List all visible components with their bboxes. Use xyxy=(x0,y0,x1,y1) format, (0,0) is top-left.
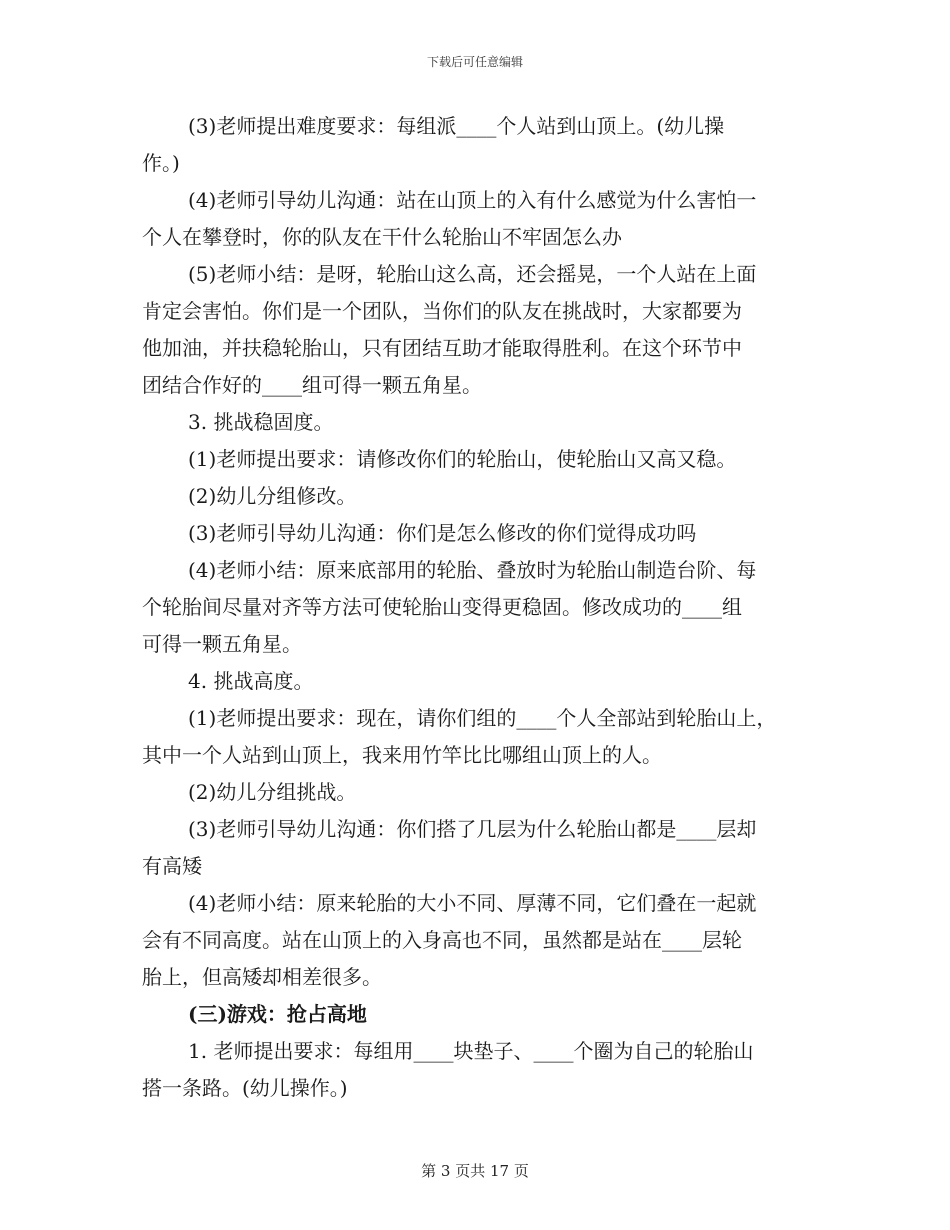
paragraph-line: (3)老师引导幼儿沟通：你们搭了几层为什么轮胎山都是____层却 xyxy=(188,817,757,841)
paragraph-line: 肯定会害怕。你们是一个团队，当你们的队友在挑战时，大家都要为 xyxy=(142,299,742,323)
paragraph-line: (5)老师小结：是呀，轮胎山这么高，还会摇晃，一个人站在上面 xyxy=(188,262,757,286)
paragraph-line: 个轮胎间尽量对齐等方法可使轮胎山变得更稳固。修改成功的____组 xyxy=(142,595,742,619)
paragraph-line: (3)老师提出难度要求：每组派____个人站到山顶上。(幼儿操 xyxy=(188,114,725,138)
paragraph-line: (2)幼儿分组挑战。 xyxy=(188,780,357,804)
paragraph-line: (4)老师小结：原来底部用的轮胎、叠放时为轮胎山制造台阶、每 xyxy=(188,558,757,582)
paragraph-line: (1)老师提出要求：现在，请你们组的____个人全部站到轮胎山上， xyxy=(188,706,777,730)
paragraph-line: 1. 老师提出要求：每组用____块垫子、____个圈为自己的轮胎山 xyxy=(188,1039,754,1063)
paragraph-line: 可得一颗五角星。 xyxy=(142,632,302,656)
paragraph-line: (4)老师引导幼儿沟通：站在山顶上的入有什么感觉为什么害怕一 xyxy=(188,188,757,212)
paragraph-line: 个人在攀登时，你的队友在干什么轮胎山不牢固怎么办 xyxy=(142,225,622,249)
paragraph-line: (2)幼儿分组修改。 xyxy=(188,484,357,508)
paragraph-line: (3)老师引导幼儿沟通：你们是怎么修改的你们觉得成功吗 xyxy=(188,521,697,545)
paragraph-line: 团结合作好的____组可得一颗五角星。 xyxy=(142,373,482,397)
paragraph-line: 作。) xyxy=(142,151,180,175)
paragraph-line: 有高矮 xyxy=(142,854,202,878)
page-footer: 第 3 页共 17 页 xyxy=(421,1162,529,1180)
page-header: 下载后可任意编辑 xyxy=(426,55,523,69)
paragraph-line: 搭一条路。(幼儿操作。) xyxy=(142,1076,348,1100)
paragraph-line: 3. 挑战稳固度。 xyxy=(188,410,334,434)
paragraph-line: 4. 挑战高度。 xyxy=(188,669,314,693)
paragraph-line: 会有不同高度。站在山顶上的入身高也不同，虽然都是站在____层轮 xyxy=(142,928,742,952)
paragraph-line: (4)老师小结：原来轮胎的大小不同、厚薄不同，它们叠在一起就 xyxy=(188,891,757,915)
paragraph-line: 胎上，但高矮却相差很多。 xyxy=(142,965,382,989)
paragraph-line: (1)老师提出要求：请修改你们的轮胎山，使轮胎山又高又稳。 xyxy=(188,447,737,471)
paragraph-line: 他加油，并扶稳轮胎山，只有团结互助才能取得胜利。在这个环节中 xyxy=(142,336,742,360)
paragraph-line: 其中一个人站到山顶上，我来用竹竿比比哪组山顶上的人。 xyxy=(142,743,662,767)
section-heading-line: (三)游戏：抢占高地 xyxy=(188,1002,367,1026)
document-body xyxy=(142,108,822,1107)
